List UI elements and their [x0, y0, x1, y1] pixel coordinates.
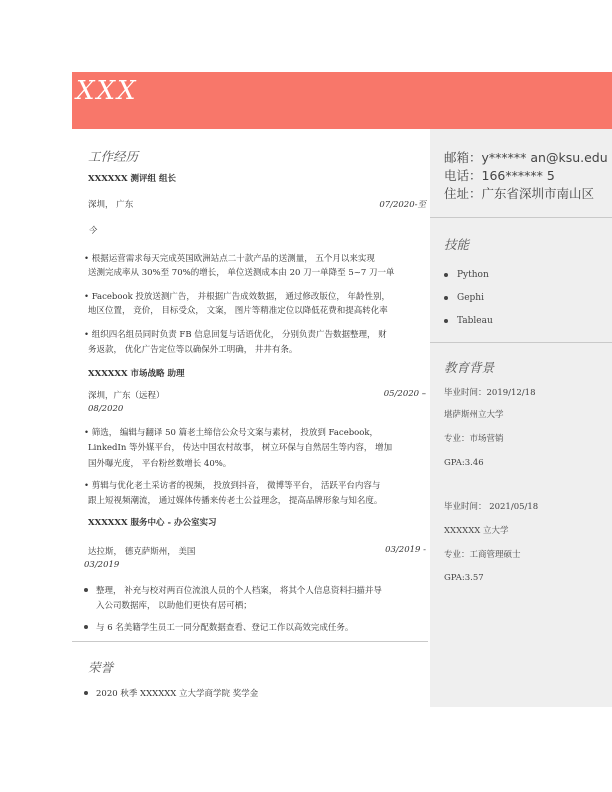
bullet-icon	[444, 273, 448, 277]
header-banner	[72, 72, 612, 129]
job-title: XXXXXX 市场战略 助理	[88, 369, 185, 379]
job-title: XXXXXX 测评组 组长	[88, 174, 176, 184]
edu-major: 专业：市场营销	[444, 434, 504, 444]
job-location: 深圳，广东（远程）	[88, 391, 165, 401]
candidate-name: XXX	[76, 76, 138, 106]
divider	[430, 217, 612, 218]
job-date-cont: 03/2019	[84, 560, 120, 570]
job-bullet-line: 与 6 名美籍学生员工一同分配数据查看、登记工作以高效完成任务。	[96, 623, 354, 633]
job-bullet-line: • 组织四名组员同时负责 FB 信息回复与话语优化， 分别负责广告数据整理， 财	[84, 330, 387, 340]
job-date-cont: 08/2020	[88, 404, 124, 414]
job-date: 03/2019 -	[385, 545, 426, 555]
edu-grad-date: 毕业时间： 2021/05/18	[444, 502, 539, 512]
contact-address: 住址：广东省深圳市南山区	[444, 186, 595, 201]
divider	[72, 641, 428, 642]
sidebar	[430, 129, 612, 707]
job-date: 07/2020-至	[379, 200, 426, 210]
job-bullet-line: • 根据运营需求每天完成英国欧洲站点二十款产品的送测量， 五个月以来实现	[84, 254, 375, 264]
job-bullet-line: LinkedIn 等外媒平台， 传达中国农村故事， 树立环保与自然居生等内容， 增加	[88, 443, 393, 453]
contact-block	[444, 149, 610, 203]
job-title: XXXXXX 服务中心 - 办公室实习	[88, 518, 217, 528]
bullet-icon	[444, 319, 448, 323]
contact-email: 邮箱：y****** an@ksu.edu	[444, 150, 608, 165]
experience-heading: 工作经历	[88, 149, 139, 164]
edu-major: 专业：工商管理硕士	[444, 550, 521, 560]
job-bullet-line: 跟上短视频潮流， 通过媒体传播来传老土公益理念， 提高品牌形象与知名度。	[88, 496, 383, 506]
job-bullet-line: 入公司数据库， 以助他们更快有居可栖；	[96, 601, 252, 611]
job-bullet-line: 地区位置， 竞价， 目标受众， 文案， 图片等精准定位以降低花费和提高转化率	[88, 306, 388, 316]
edu-grad-date: 毕业时间：2019/12/18	[444, 388, 536, 398]
job-bullet-line: 送测完成率从 30%至 70%的增长， 单位送测成本由 20 刀一单降至 5~7 刀一单	[88, 268, 395, 278]
job-date: 05/2020 –	[383, 389, 426, 399]
bullet-icon	[84, 691, 88, 695]
honor-item: 2020 秋季 XXXXXX 立大学商学院 奖学金	[96, 689, 259, 699]
contact-phone: 电话：166****** 5	[444, 168, 555, 183]
edu-gpa: GPA:3.46	[444, 458, 484, 468]
job-location: 深圳， 广东	[88, 200, 134, 210]
list-item: Tableau	[444, 309, 493, 332]
job-bullet-line: • Facebook 投放送测广告， 并根据广告成效数据， 通过修改版位， 年龄性别，	[84, 292, 391, 302]
bullet-icon	[84, 588, 88, 592]
job-bullet-line: 国外曝光度， 平台粉丝数增长 40%。	[88, 459, 232, 469]
job-date-cont: 今	[88, 226, 97, 236]
edu-school: XXXXXX 立大学	[444, 526, 509, 536]
bullet-icon	[84, 625, 88, 629]
job-bullet-line: • 筛选， 编辑与翻译 50 篇老土缔信公众号文案与素材， 投放到 Facebook，	[84, 428, 379, 438]
divider	[430, 342, 612, 343]
job-bullet-line: • 剪辑与优化老土采访者的视频， 投放到抖音， 微博等平台， 活跃平台内容与	[84, 481, 381, 491]
list-item: Gephi	[444, 286, 493, 309]
job-bullet-line: 整理， 补充与校对两百位流浪人员的个人档案， 将其个人信息资料扫描并导	[96, 586, 382, 596]
education-heading: 教育背景	[444, 360, 495, 375]
skills-list	[444, 263, 493, 332]
bullet-icon	[444, 296, 448, 300]
honors-heading: 荣誉	[88, 660, 114, 675]
skills-heading: 技能	[444, 237, 470, 252]
edu-school: 堪萨斯州立大学	[444, 410, 504, 420]
job-bullet-line: 务返款， 优化广告定位等以确保外工明确， 井井有条。	[88, 345, 298, 355]
job-location: 达拉斯， 德克萨斯州， 美国	[88, 547, 196, 557]
list-item: Python	[444, 263, 493, 286]
edu-gpa: GPA:3.57	[444, 573, 484, 583]
